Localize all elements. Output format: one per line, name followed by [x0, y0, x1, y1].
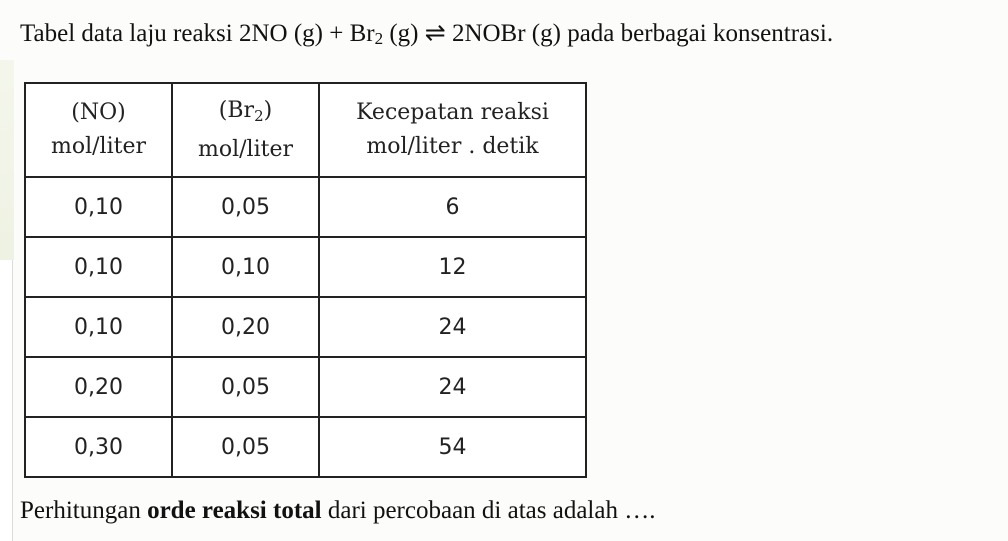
- cell-rate: 24: [319, 297, 586, 357]
- cell-rate: 54: [319, 417, 586, 477]
- header-no-concentration: [25, 83, 172, 177]
- header-br2-concentration: [172, 83, 319, 177]
- cell-rate: 12: [319, 237, 586, 297]
- table-row: [25, 357, 586, 417]
- header-unit: mol/liter: [197, 136, 293, 162]
- heading-text-end: (g) ⇌ 2NOBr (g) pada berbagai konsentrasi.: [383, 20, 834, 47]
- question-heading: [20, 18, 833, 49]
- header-label: (Br: [218, 97, 255, 123]
- question-prompt: [20, 497, 655, 525]
- left-margin-strip: [0, 60, 14, 260]
- header-unit: mol/liter . detik: [366, 134, 539, 159]
- cell-br2: 0,20: [172, 297, 319, 357]
- cell-br2: 0,05: [172, 357, 319, 417]
- header-label: Kecepatan reaksi: [356, 100, 549, 125]
- cell-no: 0,10: [25, 297, 172, 357]
- cell-br2: 0,05: [172, 417, 319, 477]
- cell-br2: 0,10: [172, 237, 319, 297]
- table-header-row: [25, 83, 586, 177]
- prompt-bold-term: orde reaksi total: [147, 497, 322, 524]
- cell-no: 0,10: [25, 177, 172, 237]
- header-label-end: ): [263, 97, 273, 123]
- prompt-text-end: dari percobaan di atas adalah ….: [321, 497, 656, 524]
- prompt-text-start: Perhitungan: [20, 497, 148, 524]
- header-reaction-rate: [319, 83, 586, 177]
- header-subscript: 2: [254, 106, 264, 125]
- table-row: [25, 297, 586, 357]
- header-label: (NO): [71, 100, 126, 125]
- cell-br2: 0,05: [172, 177, 319, 237]
- cell-rate: 24: [319, 357, 586, 417]
- table-row: [25, 177, 586, 237]
- heading-subscript: 2: [374, 29, 384, 48]
- left-margin-panel: [0, 260, 13, 541]
- table-row: [25, 237, 586, 297]
- cell-no: 0,30: [25, 417, 172, 477]
- cell-rate: 6: [319, 177, 586, 237]
- cell-no: 0,20: [25, 357, 172, 417]
- table-row: [25, 417, 586, 477]
- header-unit: mol/liter: [50, 134, 146, 159]
- heading-text-start: Tabel data laju reaksi 2NO (g) + Br: [20, 20, 375, 47]
- reaction-rate-table: [24, 82, 587, 478]
- cell-no: 0,10: [25, 237, 172, 297]
